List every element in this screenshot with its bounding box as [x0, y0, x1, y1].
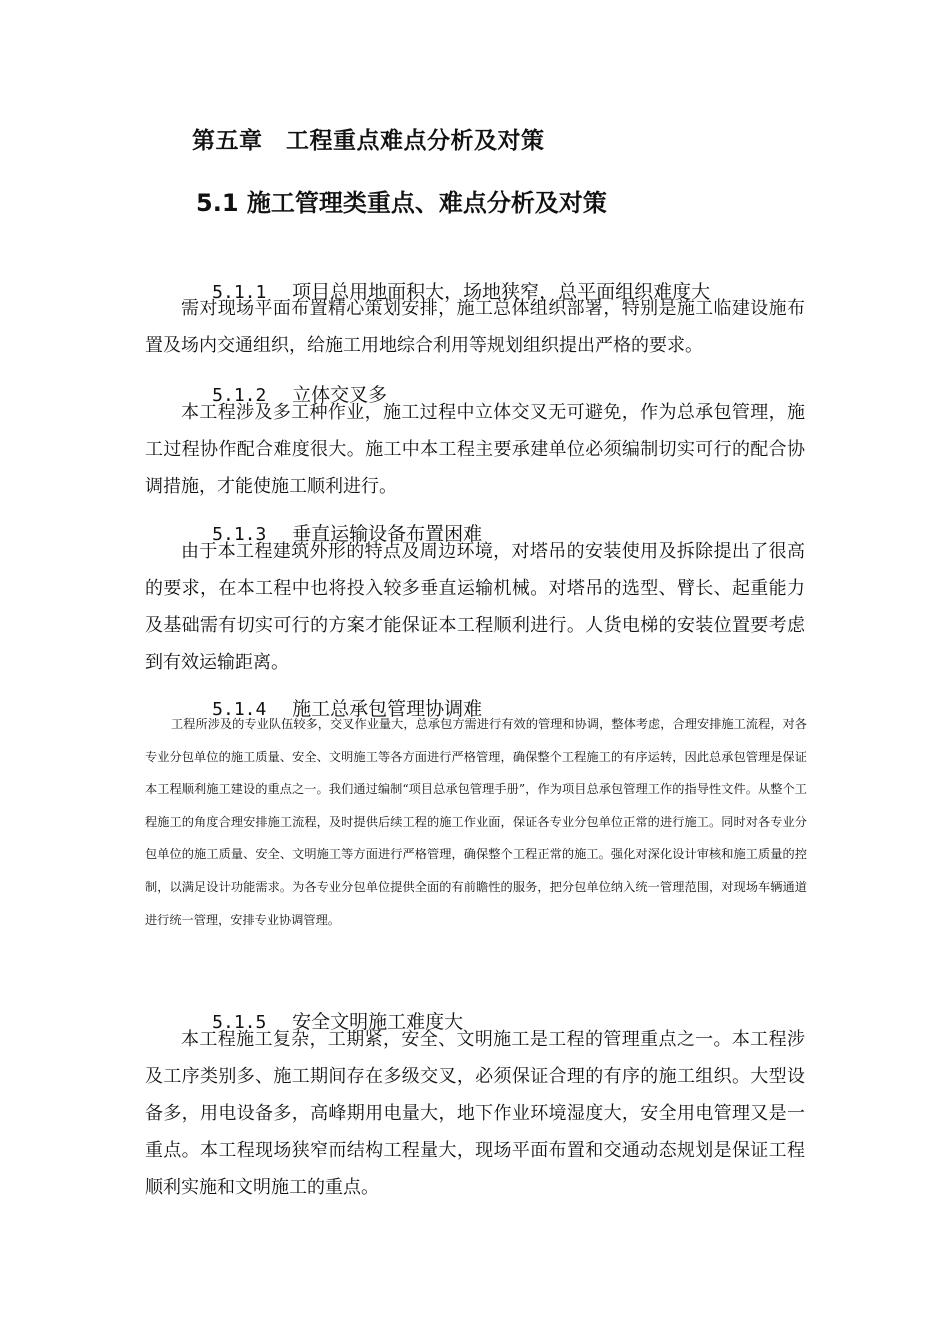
subsection-number: 5.1.5	[212, 1012, 267, 1033]
section-title: 5.1 施工管理类重点、难点分析及对策	[196, 189, 607, 217]
chapter-title: 第五章 工程重点难点分析及对策	[192, 128, 545, 154]
subsection-title: 施工总承包管理协调难	[292, 698, 483, 720]
subsection-number: 5.1.1	[212, 282, 267, 303]
subsection-body: 工程所涉及的专业队伍较多，交叉作业量大，总承包方需进行有效的管理和协调，整体考虑，合理安排施工流程，对各专业分包单位的施工质量、安全、文明施工等各方面进行严格管理，确保整个工程施工的有序运转，因此总承包管理是保证本工程顺利施工建设的重点之一。我们通过编制“项目总承包管理手册”，作为项目总承包管理工作的指导性文件。从整个工程施工的角度合理安排施工流程，及时提供后续工程的施工作业面，保证各专业分包单位正常的进行施工。同时对各专业分包单位的施工质量、安全、文明施工等方面进行严格管理，确保整个工程正常的施工。强化对深化设计审核和施工质量的控制，以满足设计功能需求。为各专业分包单位提供全面的有前瞻性的服务，把分包单位纳入统一管理范围，对现场车辆通道进行统一管理，安排专业协调管理。	[145, 717, 807, 927]
subsection-body: 本工程施工复杂，工期紧，安全、文明施工是工程的管理重点之一。本工程涉及工序类别多、施工期间存在多级交叉，必须保证合理的有序的施工组织。大型设备多，用电设备多，高峰期用电量大，地下作业环境湿度大，安全用电管理又是一重点。本工程现场狭窄而结构工程量大，现场平面布置和交通动态规划是保证工程顺利实施和文明施工的重点。	[145, 1029, 805, 1198]
subsection-title: 垂直运输设备布置困难	[292, 523, 483, 545]
subsection-title: 安全文明施工难度大	[292, 1011, 464, 1033]
subsection-title: 立体交叉多	[292, 384, 388, 406]
subsection-title: 项目总用地面积大，场地狭窄，总平面组织难度大	[292, 281, 711, 303]
subsection-number: 5.1.4	[212, 699, 267, 720]
subsection-body: 本工程涉及多工种作业，施工过程中立体交叉无可避免，作为总承包管理，施工过程协作配合难度很大。施工中本工程主要承建单位必须编制切实可行的配合协调措施，才能使施工顺利进行。	[145, 402, 805, 497]
subsection-body: 由于本工程建筑外形的特点及周边环境，对塔吊的安装使用及拆除提出了很高的要求，在本工程中也将投入较多垂直运输机械。对塔吊的选型、臂长、起重能力及基础需有切实可行的方案才能保证本工程顺利进行。人货电梯的安装位置要考虑到有效运输距离。	[145, 541, 805, 673]
subsection-number: 5.1.3	[212, 524, 267, 545]
subsection-number: 5.1.2	[212, 385, 267, 406]
subsection-body: 需对现场平面布置精心策划安排，施工总体组织部署，特别是施工临建设施布置及场内交通组织，给施工用地综合利用等规划组织提出严格的要求。	[145, 298, 805, 356]
